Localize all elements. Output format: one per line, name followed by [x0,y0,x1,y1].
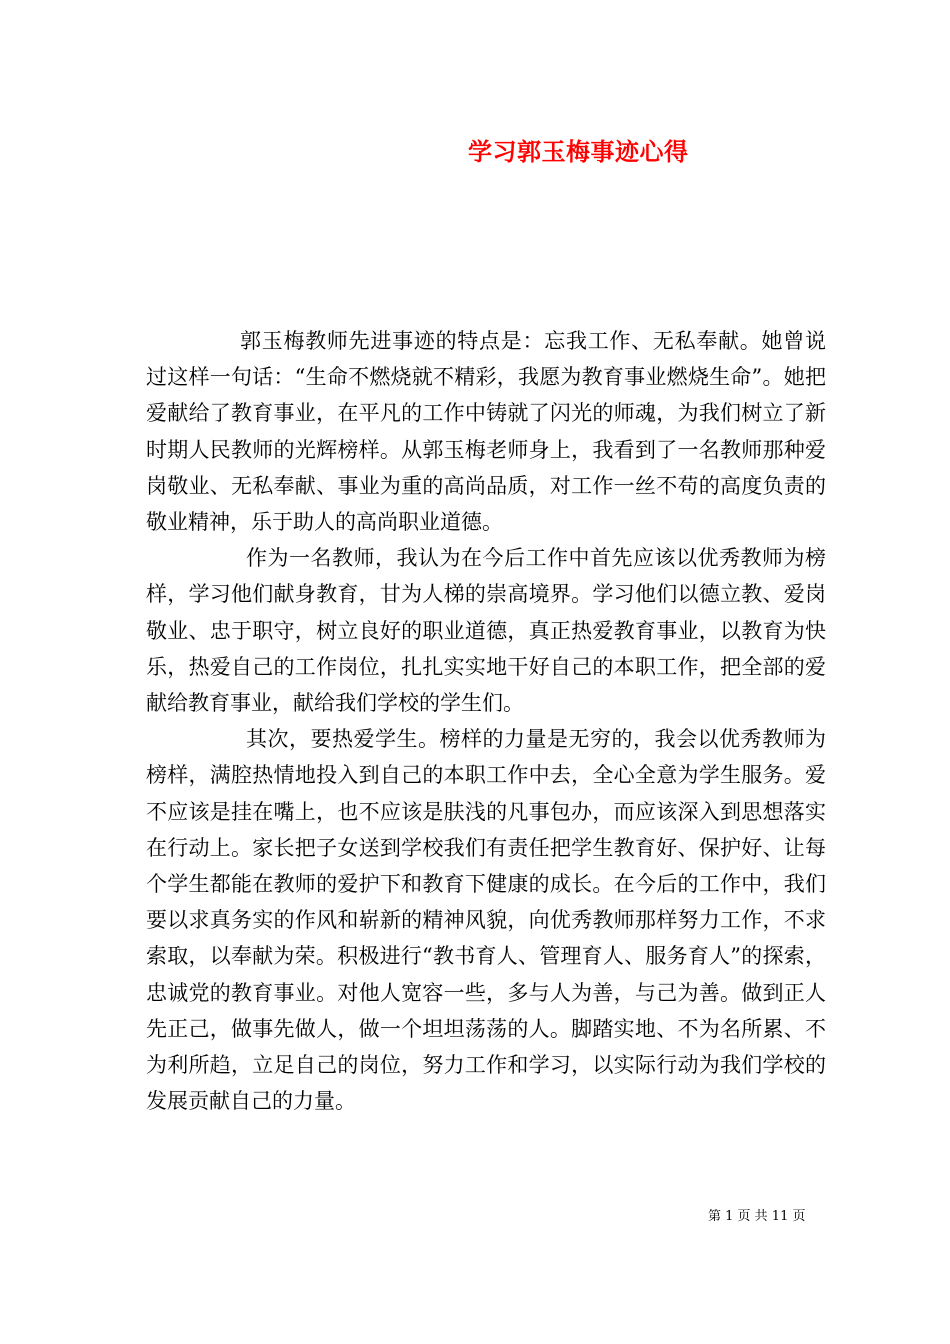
page-number: 第 1 页 共 11 页 [708,1209,806,1224]
document-body [146,323,826,1119]
page-title: 学习郭玉梅事迹心得 [468,137,689,166]
paragraph-3: 其次，要热爱学生。榜样的力量是无穷的，我会以优秀教师为榜样，满腔热情地投入到自己的本职工作中去，全心全意为学生服务。爱不应该是挂在嘴上，也不应该是肤浅的凡事包办，而应该深入到思想落实在行动上。家长把子女送到学校我们有责任把学生教育好、保护好、让每个学生都能在教师的爱护下和教育下健康的成长。在今后的工作中，我们要以求真务实的作风和崭新的精神风貌，向优秀教师那样努力工作，不求索取，以奉献为荣。积极进行“教书育人、管理育人、服务育人”的探索，忠诚党的教育事业。对他人宽容一些，多与人为善，与己为善。做到正人先正己，做事先做人，做一个坦坦荡荡的人。脚踏实地、不为名所累、不为利所趋，立足自己的岗位，努力工作和学习，以实际行动为我们学校的发展贡献自己的力量。 [146,727,826,1114]
paragraph-1: 郭玉梅教师先进事迹的特点是：忘我工作、无私奉献。她曾说过这样一句话：“生命不燃烧就不精彩，我愿为教育事业燃烧生命”。她把爱献给了教育事业，在平凡的工作中铸就了闪光的师魂，为我们树立了新时期人民教师的光辉榜样。从郭玉梅老师身上，我看到了一名教师那种爱岗敬业、无私奉献、事业为重的高尚品质，对工作一丝不苟的高度负责的敬业精神，乐于助人的高尚职业道德。 [146,329,826,535]
paragraph-2: 作为一名教师，我认为在今后工作中首先应该以优秀教师为榜样，学习他们献身教育，甘为人梯的崇高境界。学习他们以德立教、爱岗敬业、忠于职守，树立良好的职业道德，真正热爱教育事业，以教育为快乐，热爱自己的工作岗位，扎扎实实地干好自己的本职工作，把全部的爱献给教育事业，献给我们学校的学生们。 [146,546,826,716]
